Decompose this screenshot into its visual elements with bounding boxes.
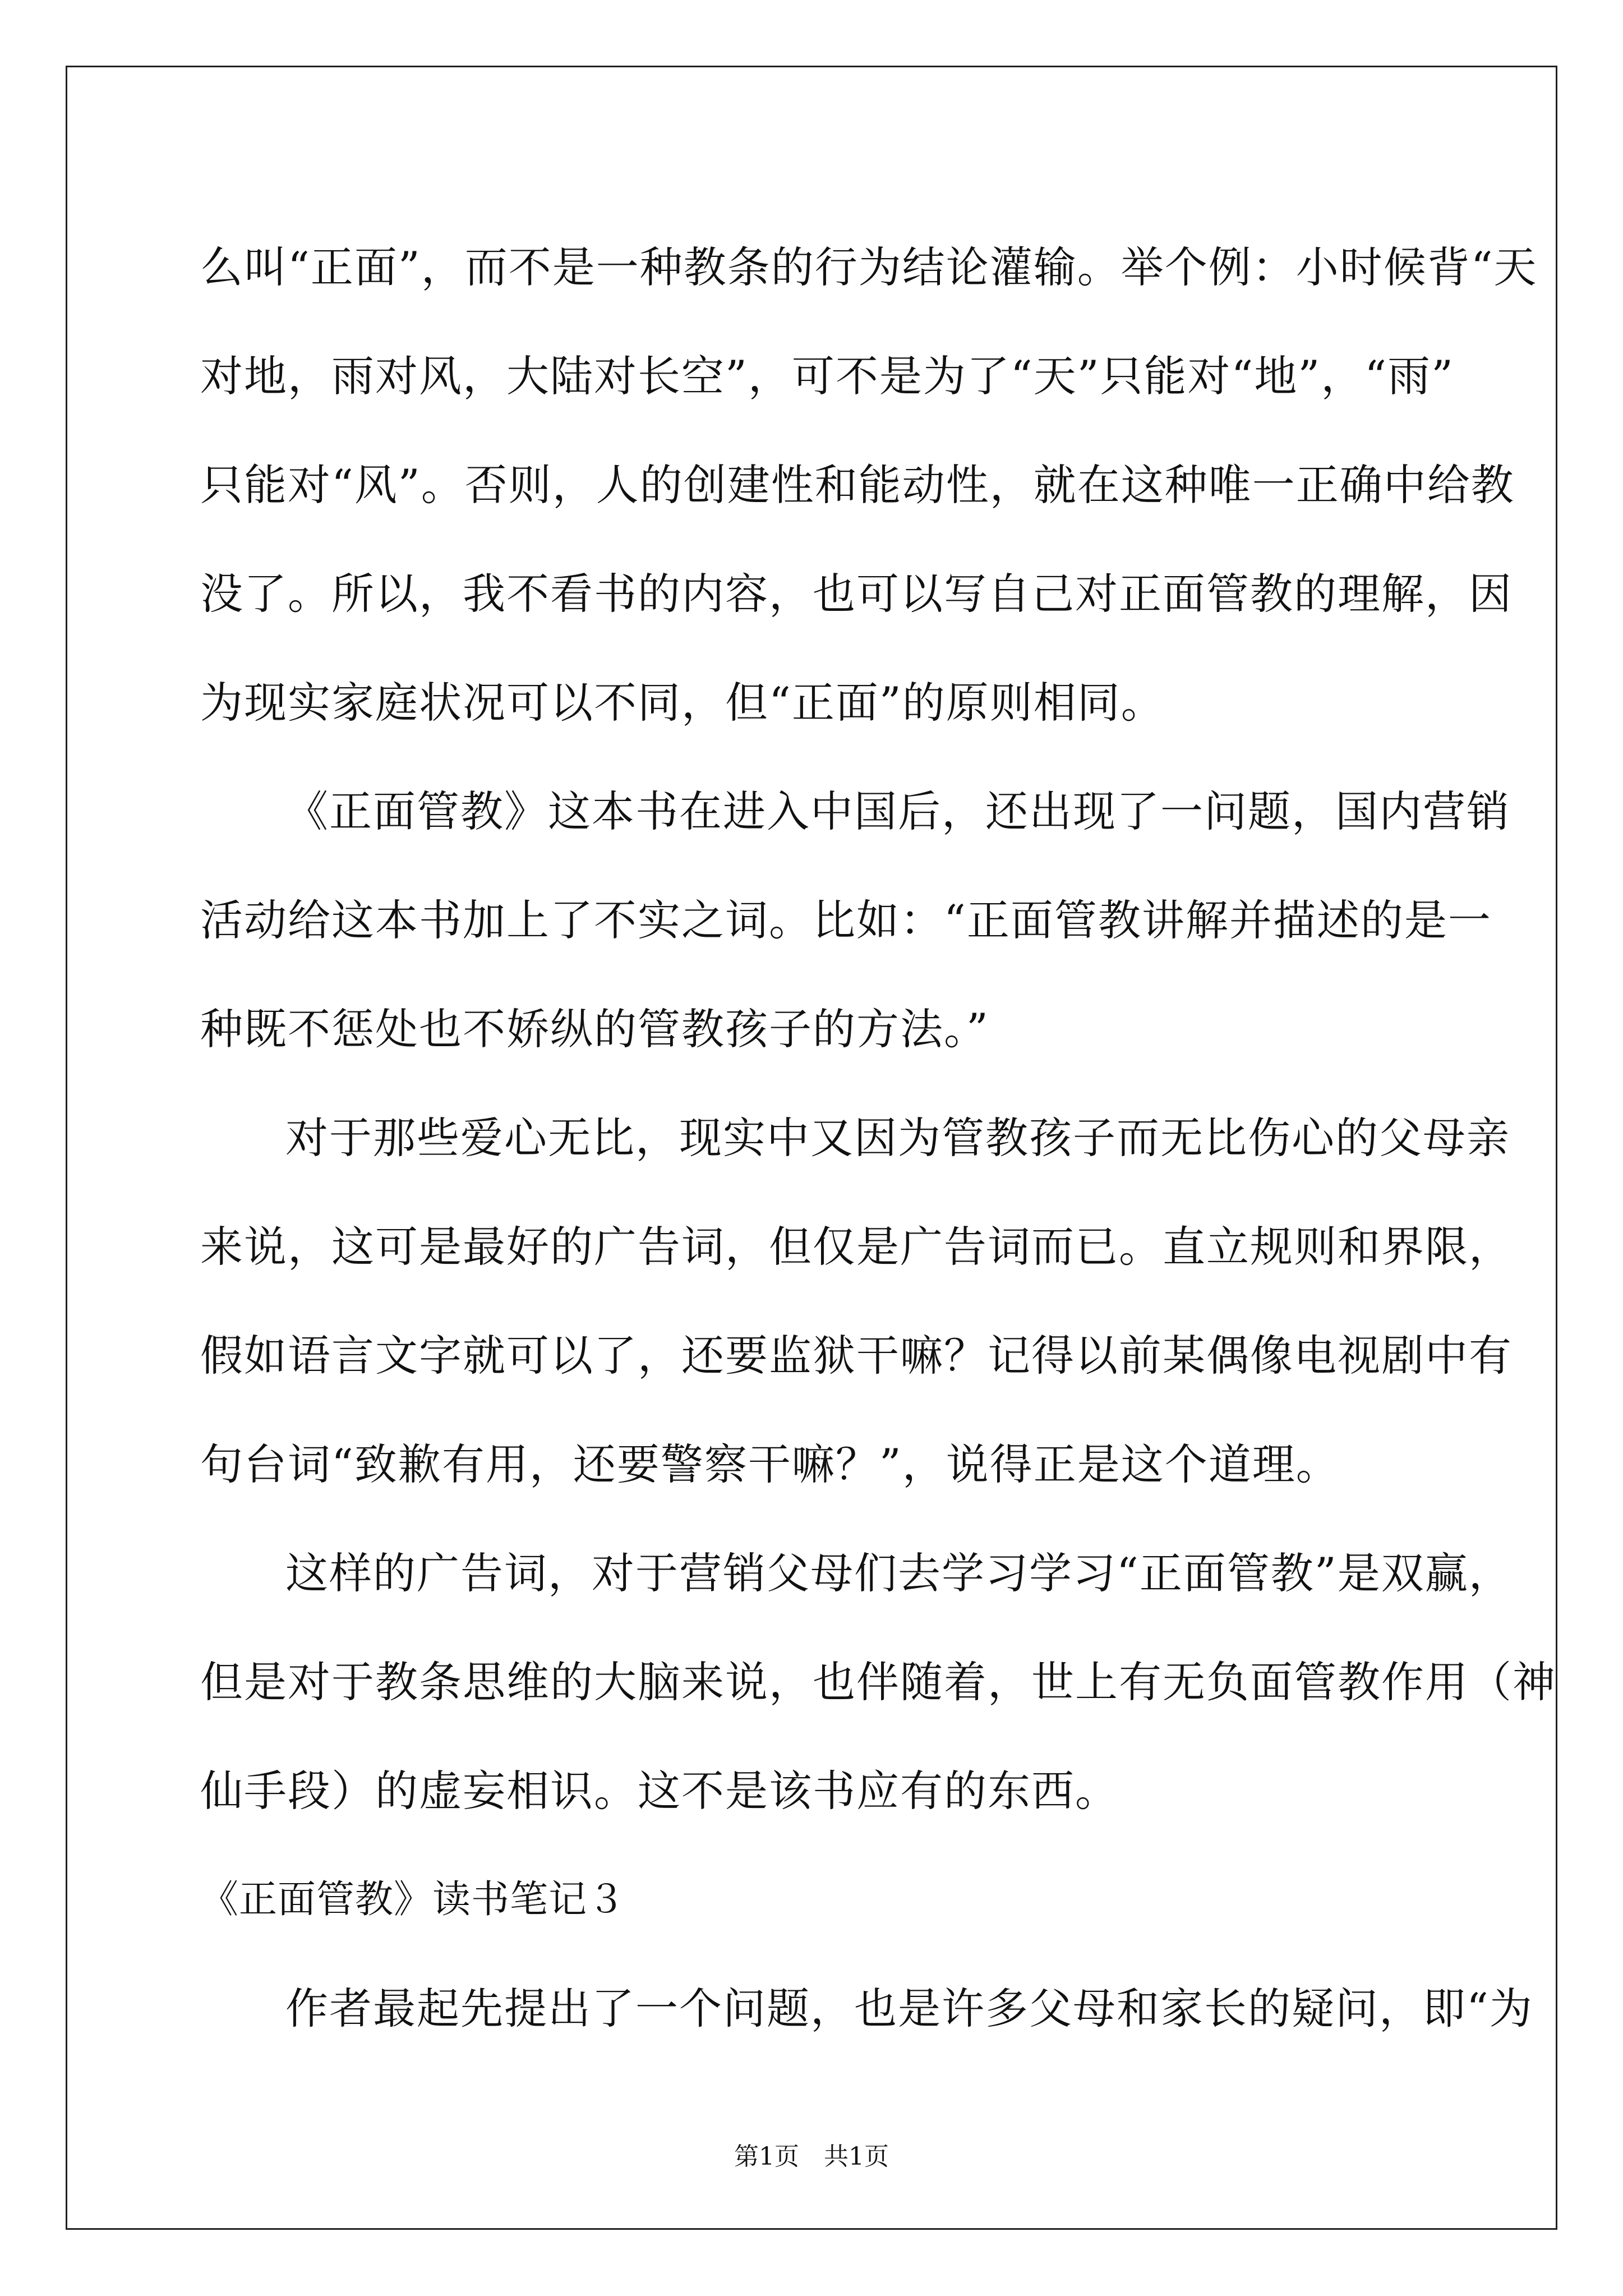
text-line: 只能对“风”。否则，人的创建性和能动性，就在这种唯一正确中给教 <box>200 460 1515 510</box>
text-line: 但是对于教条思维的大脑来说，也伴随着，世上有无负面管教作用（神 <box>200 1657 1556 1707</box>
text-line: 来说，这可是最好的广告词，但仅是广告词而已。直立规则和界限， <box>200 1222 1513 1272</box>
text-line: 活动给这本书加上了不实之词。比如：“正面管教讲解并描述的是一 <box>200 895 1492 945</box>
text-line: 对地，雨对风，大陆对长空”，可不是为了“天”只能对“地”，“雨” <box>200 351 1454 401</box>
document-body <box>200 213 1556 2063</box>
text-line: 没了。所以，我不看书的内容，也可以写自己对正面管教的理解，因 <box>200 569 1513 619</box>
page-footer: 第1页 共1页 <box>734 2142 889 2171</box>
text-line: 种既不惩处也不娇纵的管教孩子的方法。” <box>200 1004 989 1054</box>
section-heading: 《正面管教》读书笔记３ <box>200 1878 626 1922</box>
text-line: 假如语言文字就可以了，还要监狱干嘛？记得以前某偶像电视剧中有 <box>200 1331 1513 1381</box>
paragraph-start: 这样的广告词，对于营销父母们去学习学习“正面管教”是双赢， <box>285 1548 1513 1598</box>
paragraph-start: 《正面管教》这本书在进入中国后，还出现了一问题，国内营销 <box>285 786 1510 836</box>
paragraph-start: 作者最起先提出了一个问题，也是许多父母和家长的疑问，即“为 <box>285 1984 1533 2033</box>
text-line: 么叫“正面”，而不是一种教条的行为结论灌输。举个例：小时候背“天 <box>200 242 1538 292</box>
text-line: 为现实家庭状况可以不同，但“正面”的原则相同。 <box>200 678 1165 728</box>
text-line: 仙手段）的虚妄相识。这不是该书应有的东西。 <box>200 1766 1119 1816</box>
text-line: 句台词“致歉有用，还要警察干嘛？”，说得正是这个道理。 <box>200 1439 1340 1489</box>
paragraph-start: 对于那些爱心无比，现实中又因为管教孩子而无比伤心的父母亲 <box>285 1113 1510 1163</box>
